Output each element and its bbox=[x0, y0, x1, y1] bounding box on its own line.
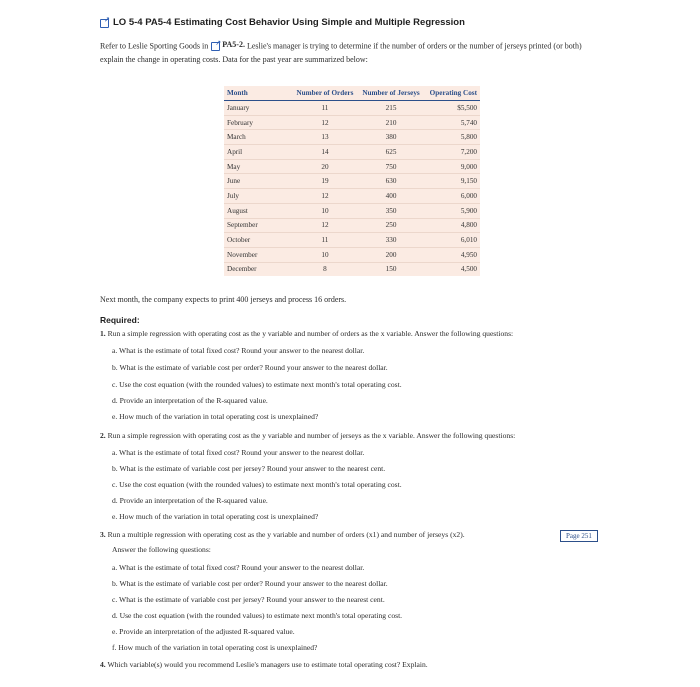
question-2a: a. What is the estimate of total fixed cost? Round your answer to the nearest dollar. bbox=[112, 448, 365, 457]
col-orders: Number of Orders bbox=[292, 86, 358, 101]
table-row: March 13 380 5,800 bbox=[224, 130, 480, 145]
problem-heading bbox=[100, 17, 465, 28]
cost-data-table bbox=[224, 86, 480, 276]
table-row: January 11 215 $5,500 bbox=[224, 101, 480, 116]
table-row: November 10 200 4,950 bbox=[224, 247, 480, 262]
question-3b: b. What is the estimate of variable cost per order? Round your answer to the nearest dollar. bbox=[112, 579, 388, 588]
table-row: October 11 330 6,010 bbox=[224, 233, 480, 248]
question-1: 1. Run a simple regression with operating cost as the y variable and number of orders as the x variable. Answer the following questions: bbox=[100, 329, 514, 338]
table-row: May 20 750 9,000 bbox=[224, 159, 480, 174]
col-jerseys: Number of Jerseys bbox=[358, 86, 424, 101]
question-1b: b. What is the estimate of variable cost per order? Round your answer to the nearest dollar. bbox=[112, 363, 388, 372]
question-3e: e. Provide an interpretation of the adjusted R-squared value. bbox=[112, 627, 295, 636]
question-1d: d. Provide an interpretation of the R-squared value. bbox=[112, 396, 268, 405]
col-month: Month bbox=[224, 86, 292, 101]
question-1e: e. How much of the variation in total operating cost is unexplained? bbox=[112, 412, 319, 421]
table-header-row bbox=[224, 86, 480, 101]
question-3a: a. What is the estimate of total fixed cost? Round your answer to the nearest dollar. bbox=[112, 563, 365, 572]
question-2c: c. Use the cost equation (with the rounded values) to estimate next month's total operating cost. bbox=[112, 480, 402, 489]
table-row: August 10 350 5,900 bbox=[224, 203, 480, 218]
intro-paragraph: Refer to Leslie Sporting Goods in ↗ PA5-2. Leslie's manager is trying to determine if the number of orders or the number of jerseys printed (or both) explain the change in operating costs. Data for the past year are summarized below: bbox=[100, 38, 582, 64]
page-number-badge: Page 251 bbox=[560, 530, 598, 542]
pa5-2-link[interactable]: ↗ PA5-2. bbox=[210, 38, 245, 51]
question-2b: b. What is the estimate of variable cost per jersey? Round your answer to the nearest cent. bbox=[112, 464, 386, 473]
external-link-icon[interactable]: ↗ bbox=[100, 18, 110, 27]
question-1c: c. Use the cost equation (with the rounded values) to estimate next month's total operating cost. bbox=[112, 380, 402, 389]
question-3: 3. Run a multiple regression with operating cost as the y variable and number of orders (x1) and number of jerseys (x2). bbox=[100, 530, 465, 539]
external-link-icon: ↗ bbox=[211, 41, 220, 49]
question-3f: f. How much of the variation in total operating cost is unexplained? bbox=[112, 643, 318, 652]
table-row: June 19 630 9,150 bbox=[224, 174, 480, 189]
question-2: 2. Run a simple regression with operating cost as the y variable and number of jerseys as the x variable. Answer the following questions: bbox=[100, 431, 516, 440]
col-operating-cost: Operating Cost bbox=[424, 86, 480, 101]
question-1a: a. What is the estimate of total fixed cost? Round your answer to the nearest dollar. bbox=[112, 346, 365, 355]
table-row: February 12 210 5,740 bbox=[224, 115, 480, 130]
table-row: September 12 250 4,800 bbox=[224, 218, 480, 233]
table-row: December 8 150 4,500 bbox=[227, 265, 477, 274]
problem-title: LO 5-4 PA5-4 Estimating Cost Behavior Using Simple and Multiple Regression bbox=[113, 17, 465, 28]
table-row: April 14 625 7,200 bbox=[224, 145, 480, 160]
next-month-note: Next month, the company expects to print 400 jerseys and process 16 orders. bbox=[100, 295, 347, 304]
question-3d: d. Use the cost equation (with the rounded values) to estimate next month's total operating cost. bbox=[112, 611, 403, 620]
required-heading: Required: bbox=[100, 315, 140, 325]
question-2d: d. Provide an interpretation of the R-squared value. bbox=[112, 496, 268, 505]
question-3-cont: Answer the following questions: bbox=[112, 545, 211, 554]
table-row: July 12 400 6,000 bbox=[224, 189, 480, 204]
question-3c: c. What is the estimate of variable cost per jersey? Round your answer to the nearest cent. bbox=[112, 595, 385, 604]
question-4: 4. Which variable(s) would you recommend Leslie's managers use to estimate total operating cost? Explain. bbox=[100, 660, 428, 669]
question-2e: e. How much of the variation in total operating cost is unexplained? bbox=[112, 512, 319, 521]
